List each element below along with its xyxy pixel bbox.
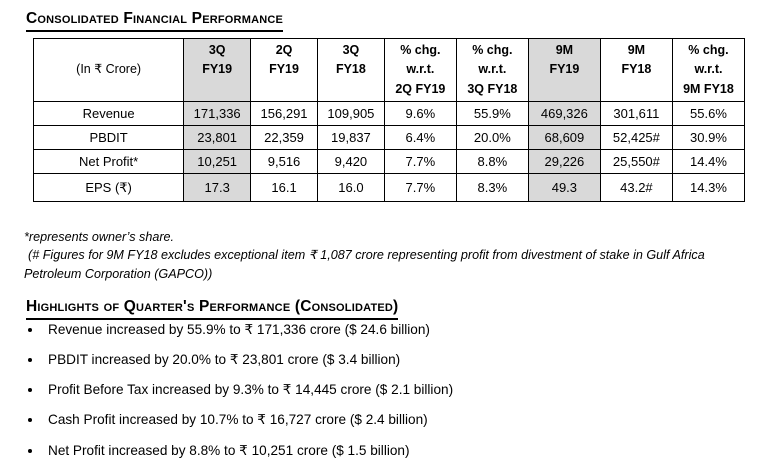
column-header-line2: w.r.t. — [406, 62, 435, 77]
column-header-unit-label: (In ₹ Crore) — [34, 39, 184, 102]
cell-value: 17.3 — [184, 174, 251, 202]
list-item: Profit Before Tax increased by 9.3% to ₹ 14,445 crore ($ 2.1 billion) — [26, 382, 726, 398]
cell-value: 8.8% — [456, 150, 528, 174]
table-row — [34, 150, 745, 174]
cell-value: 55.6% — [672, 102, 744, 126]
cell-value: 23,801 — [184, 126, 251, 150]
highlights-list — [26, 322, 726, 473]
row-label-net-profit: Net Profit* — [34, 150, 184, 174]
column-header-line2: FY18 — [621, 62, 652, 77]
table-body — [34, 102, 745, 202]
column-header-3q-fy18 — [317, 39, 384, 102]
column-header-line1: % chg. — [472, 42, 513, 57]
cell-value: 49.3 — [528, 174, 600, 202]
financial-performance-table — [33, 38, 745, 202]
cell-value: 9,420 — [317, 150, 384, 174]
column-header-line1: 3Q — [208, 42, 226, 57]
cell-value: 55.9% — [456, 102, 528, 126]
cell-value: 109,905 — [317, 102, 384, 126]
row-label-revenue: Revenue — [34, 102, 184, 126]
cell-value: 8.3% — [456, 174, 528, 202]
table-header — [34, 39, 745, 102]
column-header-line1: 9M — [555, 42, 574, 57]
cell-value: 7.7% — [384, 174, 456, 202]
list-item: Revenue increased by 55.9% to ₹ 171,336 crore ($ 24.6 billion) — [26, 322, 726, 338]
table-header-row — [34, 39, 745, 102]
cell-value: 25,550# — [600, 150, 672, 174]
column-header-2q-fy19 — [251, 39, 318, 102]
column-header-line3: 2Q FY19 — [395, 81, 446, 96]
column-header-line1: 3Q — [342, 42, 360, 57]
column-header-pct-chg-2q-fy19 — [384, 39, 456, 102]
footnotes — [24, 228, 744, 283]
column-header-pct-chg-9m-fy18 — [672, 39, 744, 102]
column-header-line2: FY18 — [335, 62, 366, 77]
cell-value: 19,837 — [317, 126, 384, 150]
column-header-line3: 3Q FY18 — [467, 81, 518, 96]
cell-value: 7.7% — [384, 150, 456, 174]
cell-value: 6.4% — [384, 126, 456, 150]
list-item: Net Profit increased by 8.8% to ₹ 10,251 crore ($ 1.5 billion) — [26, 443, 726, 459]
column-header-line1: 9M — [627, 42, 646, 57]
table-row — [34, 174, 745, 202]
page-title: Consolidated Financial Performance — [26, 11, 283, 32]
row-label-pbdit: PBDIT — [34, 126, 184, 150]
cell-value: 20.0% — [456, 126, 528, 150]
column-header-line2: FY19 — [549, 62, 580, 77]
cell-value: 16.1 — [251, 174, 318, 202]
cell-value: 30.9% — [672, 126, 744, 150]
cell-value: 43.2# — [600, 174, 672, 202]
column-header-9m-fy19 — [528, 39, 600, 102]
highlights-title: Highlights of Quarter's Performance (Consolidated) — [26, 299, 398, 320]
cell-value: 29,226 — [528, 150, 600, 174]
table-row — [34, 126, 745, 150]
column-header-line3: 9M FY18 — [683, 81, 734, 96]
cell-value: 68,609 — [528, 126, 600, 150]
column-header-line2: FY19 — [202, 62, 233, 77]
list-item: Cash Profit increased by 10.7% to ₹ 16,727 crore ($ 2.4 billion) — [26, 412, 726, 428]
cell-value: 171,336 — [184, 102, 251, 126]
cell-value: 14.3% — [672, 174, 744, 202]
cell-value: 469,326 — [528, 102, 600, 126]
column-header-line2: w.r.t. — [478, 62, 507, 77]
cell-value: 10,251 — [184, 150, 251, 174]
cell-value: 52,425# — [600, 126, 672, 150]
column-header-line1: % chg. — [688, 42, 729, 57]
cell-value: 16.0 — [317, 174, 384, 202]
cell-value: 9.6% — [384, 102, 456, 126]
cell-value: 14.4% — [672, 150, 744, 174]
column-header-3q-fy19 — [184, 39, 251, 102]
column-header-pct-chg-3q-fy18 — [456, 39, 528, 102]
cell-value: 9,516 — [251, 150, 318, 174]
list-item: PBDIT increased by 20.0% to ₹ 23,801 crore ($ 3.4 billion) — [26, 352, 726, 368]
column-header-line1: % chg. — [400, 42, 441, 57]
column-header-9m-fy18 — [600, 39, 672, 102]
cell-value: 22,359 — [251, 126, 318, 150]
footnote-exceptional-item: (# Figures for 9M FY18 excludes exceptional item ₹ 1,087 crore representing profit from divestment of stake in Gulf Africa Petroleum Corporation (GAPCO)) — [24, 248, 705, 281]
cell-value: 301,611 — [600, 102, 672, 126]
column-header-line1: 2Q — [275, 42, 293, 57]
column-header-line2: FY19 — [269, 62, 299, 77]
column-header-line2: w.r.t. — [694, 62, 723, 77]
cell-value: 156,291 — [251, 102, 318, 126]
footnote-owners-share: *represents owner’s share. — [24, 230, 175, 244]
table-row — [34, 102, 745, 126]
row-label-eps: EPS (₹) — [34, 174, 184, 202]
